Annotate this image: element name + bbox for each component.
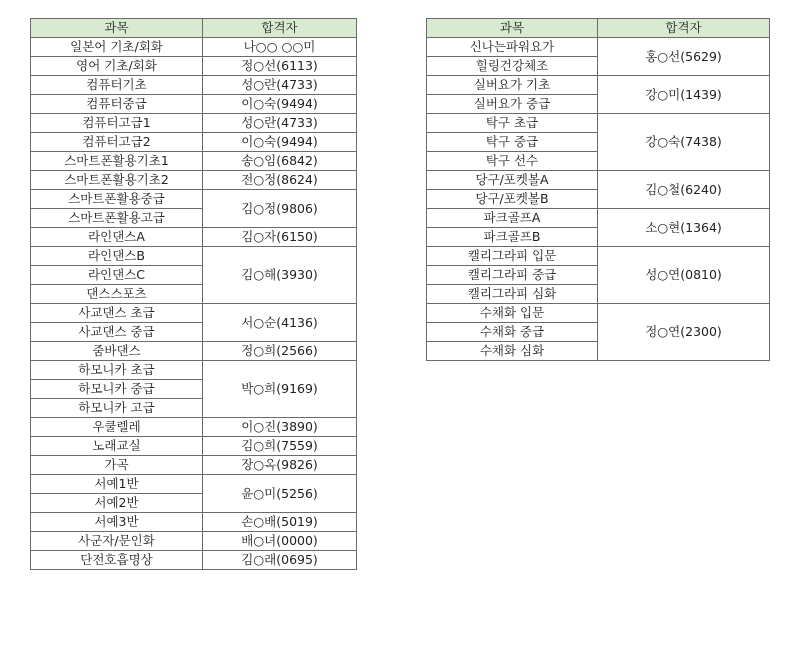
table-row — [427, 247, 770, 266]
subject-cell: 서예2반 — [31, 494, 203, 513]
subject-cell: 탁구 중급 — [427, 133, 598, 152]
table-row — [427, 76, 770, 95]
winner-cell: 정○희(2566) — [203, 342, 357, 361]
subject-cell: 신나는파워요가 — [427, 38, 598, 57]
winner-cell: 김○정(9806) — [203, 190, 357, 228]
winner-cell: 강○숙(7438) — [598, 114, 770, 171]
winner-cell: 이○진(3890) — [203, 418, 357, 437]
table-row — [427, 38, 770, 57]
winner-cell: 윤○미(5256) — [203, 475, 357, 513]
winner-cell: 전○정(8624) — [203, 171, 357, 190]
subject-cell: 스마트폰활용기초2 — [31, 171, 203, 190]
winner-cell: 서○순(4136) — [203, 304, 357, 342]
subject-cell: 컴퓨터고급2 — [31, 133, 203, 152]
winner-cell: 김○해(3930) — [203, 247, 357, 304]
table-row — [31, 551, 357, 570]
table-row — [31, 38, 357, 57]
subject-cell: 사교댄스 중급 — [31, 323, 203, 342]
table-row — [31, 342, 357, 361]
subject-cell: 라인댄스A — [31, 228, 203, 247]
subject-cell: 파크골프A — [427, 209, 598, 228]
subject-cell: 우쿨렐레 — [31, 418, 203, 437]
winner-cell: 소○현(1364) — [598, 209, 770, 247]
winner-cell: 정○선(6113) — [203, 57, 357, 76]
table-row — [427, 171, 770, 190]
subject-cell: 일본어 기초/회화 — [31, 38, 203, 57]
subject-cell: 힐링건강체조 — [427, 57, 598, 76]
winner-cell: 손○배(5019) — [203, 513, 357, 532]
winner-cell: 나○○ ○○미 — [203, 38, 357, 57]
column-header-subject: 과목 — [31, 19, 203, 38]
subject-cell: 캘리그라피 심화 — [427, 285, 598, 304]
winner-cell: 정○연(2300) — [598, 304, 770, 361]
table-row — [31, 171, 357, 190]
subject-cell: 당구/포켓볼B — [427, 190, 598, 209]
subject-cell: 캘리그라피 중급 — [427, 266, 598, 285]
subject-cell: 하모니카 고급 — [31, 399, 203, 418]
subject-cell: 실버요가 기초 — [427, 76, 598, 95]
subject-cell: 컴퓨터고급1 — [31, 114, 203, 133]
table-row — [31, 456, 357, 475]
winner-cell: 김○철(6240) — [598, 171, 770, 209]
subject-cell: 라인댄스C — [31, 266, 203, 285]
subject-cell: 탁구 초급 — [427, 114, 598, 133]
subject-cell: 스마트폰활용중급 — [31, 190, 203, 209]
winner-cell: 송○임(6842) — [203, 152, 357, 171]
table-row — [31, 76, 357, 95]
subject-cell: 캘리그라피 입문 — [427, 247, 598, 266]
table-row — [31, 57, 357, 76]
table-row — [31, 114, 357, 133]
subject-cell: 스마트폰활용고급 — [31, 209, 203, 228]
winner-cell: 장○옥(9826) — [203, 456, 357, 475]
table-row — [427, 114, 770, 133]
table-row — [31, 418, 357, 437]
subject-cell: 수채화 중급 — [427, 323, 598, 342]
table-row — [31, 247, 357, 266]
winner-cell: 배○녀(0000) — [203, 532, 357, 551]
subject-cell: 라인댄스B — [31, 247, 203, 266]
subject-cell: 노래교실 — [31, 437, 203, 456]
table-row — [31, 532, 357, 551]
subject-cell: 영어 기초/회화 — [31, 57, 203, 76]
winner-cell: 성○란(4733) — [203, 114, 357, 133]
table-row — [31, 95, 357, 114]
subject-cell: 당구/포켓볼A — [427, 171, 598, 190]
table-row — [31, 361, 357, 380]
subject-cell: 사군자/문인화 — [31, 532, 203, 551]
subject-cell: 탁구 선수 — [427, 152, 598, 171]
subject-cell: 수채화 입문 — [427, 304, 598, 323]
winner-cell: 이○숙(9494) — [203, 95, 357, 114]
subject-cell: 컴퓨터기초 — [31, 76, 203, 95]
winner-cell: 김○자(6150) — [203, 228, 357, 247]
subject-cell: 실버요가 중급 — [427, 95, 598, 114]
subject-cell: 하모니카 초급 — [31, 361, 203, 380]
subject-cell: 컴퓨터중급 — [31, 95, 203, 114]
table-row — [31, 513, 357, 532]
subject-cell: 파크골프B — [427, 228, 598, 247]
subject-cell: 서예3반 — [31, 513, 203, 532]
column-header-winner: 합격자 — [598, 19, 770, 38]
table-row — [427, 209, 770, 228]
table-row — [31, 190, 357, 209]
table-row — [31, 475, 357, 494]
table-row — [31, 304, 357, 323]
subject-cell: 단전호흡명상 — [31, 551, 203, 570]
winner-cell: 김○래(0695) — [203, 551, 357, 570]
table-row — [31, 133, 357, 152]
winner-cell: 김○희(7559) — [203, 437, 357, 456]
table-row — [31, 228, 357, 247]
table-row — [31, 437, 357, 456]
header-row — [31, 19, 357, 38]
subject-cell: 스마트폰활용기초1 — [31, 152, 203, 171]
winner-cell: 성○연(0810) — [598, 247, 770, 304]
table-row — [31, 152, 357, 171]
column-header-subject: 과목 — [427, 19, 598, 38]
winner-cell: 성○란(4733) — [203, 76, 357, 95]
subject-cell: 사교댄스 초급 — [31, 304, 203, 323]
winner-cell: 박○희(9169) — [203, 361, 357, 418]
subject-cell: 서예1반 — [31, 475, 203, 494]
subject-cell: 줌바댄스 — [31, 342, 203, 361]
subject-cell: 댄스스포츠 — [31, 285, 203, 304]
subject-cell: 수채화 심화 — [427, 342, 598, 361]
winner-cell: 강○미(1439) — [598, 76, 770, 114]
subject-cell: 하모니카 중급 — [31, 380, 203, 399]
column-header-winner: 합격자 — [203, 19, 357, 38]
header-row — [427, 19, 770, 38]
left-results-table — [30, 18, 357, 570]
winner-cell: 홍○선(5629) — [598, 38, 770, 76]
winner-cell: 이○숙(9494) — [203, 133, 357, 152]
table-row — [427, 304, 770, 323]
right-results-table — [426, 18, 770, 361]
subject-cell: 가곡 — [31, 456, 203, 475]
